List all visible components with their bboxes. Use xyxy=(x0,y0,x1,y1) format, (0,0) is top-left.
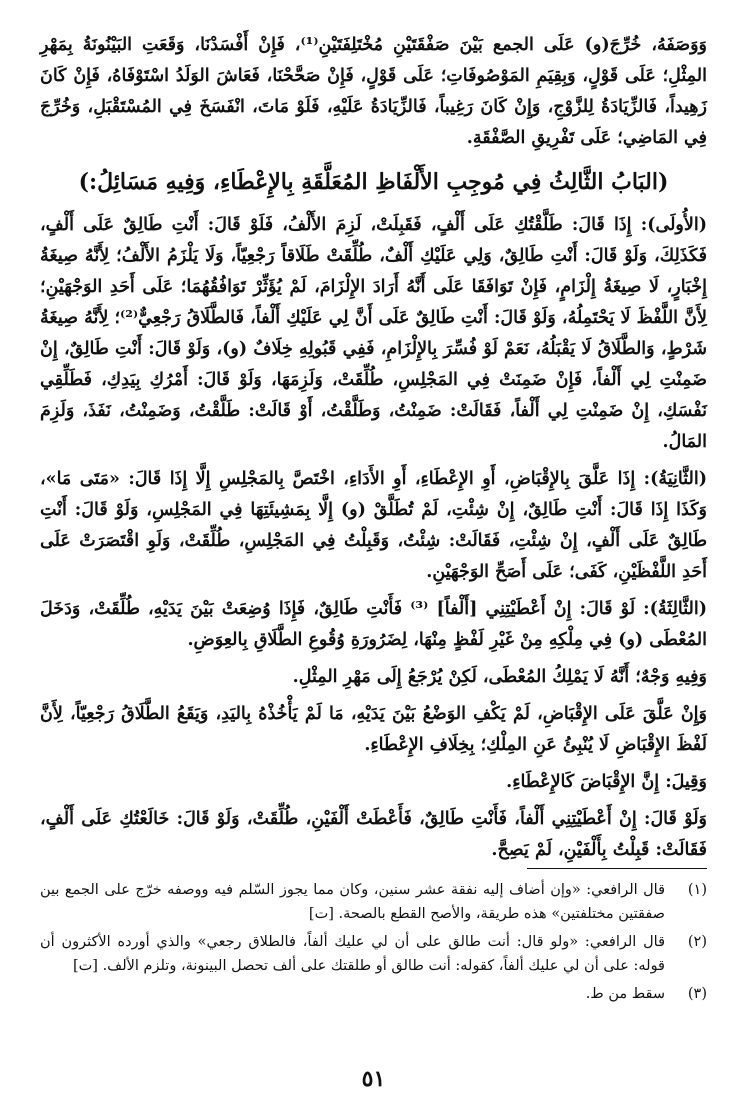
paragraph-alt-view: وَقِيلَ: إِنَّ الإِقْبَاضَ كَالإِعْطَاءِ. xyxy=(506,772,707,792)
chapter-heading: (البَابُ الثَّالِثُ فِي مُوجِبِ الأَلْفَاظِ المُعَلَّقَةِ بِالإِعْطَاءِ، وَفِيهِ مَسَائِلُ:) xyxy=(78,169,669,195)
footnote-item xyxy=(40,982,707,1006)
footnote-text: سقط من ط. xyxy=(585,986,665,1002)
paragraph-continuation: وَوَصَفَهُ، خُرِّجَ(و) عَلَى الجمع بَيْنَ صَفْقَتَيْنِ مُخْتَلِفَتَيْنِ⁽¹⁾، فَإِنْ أَفْسَدْنَا، وَقَعَتِ البَيْنُونَةُ بِمَهْرِ المِثْلِ؛ عَلَى قَوْلٍ، وَبِقِيَمِ المَوْصُوفَاتِ؛ عَلَى قَوْلٍ، فَإِنْ صَحَّحْنَا، فَعَاشَ الوَلَدُ اسْتَوْفَاهُ، فَإِنْ كَانَ زَهِيداً، فَالزِّيَادَةُ لِلزَّوْجِ، وَإِنْ كَانَ رَغِيباً، فَالزِّيَادَةُ عَلَيْهِ، فَلَوْ مَاتَ، انْفَسَخَ فِي المُسْتَقْبَلِ، وَخُرِّجَ فِي المَاضِي؛ عَلَى تَفْرِيقِ الصَّفْقَةِ. xyxy=(40,35,707,148)
paragraph-iqbad: وَإِنْ عَلَّقَ عَلَى الإِقْبَاضِ، لَمْ يَكْفِ الوَضْعُ بَيْنَ يَدَيْهِ، مَا لَمْ يَأْخُذْهُ بِاليَدِ، وَيَقَعُ الطَّلَاقُ رَجْعِيّاً، لِأَنَّ لَفْظَ الإِقْبَاضِ لَا يُنْبِئُ عَنِ المِلْكِ؛ بِخِلَافِ الإِعْطَاءِ. xyxy=(40,704,707,755)
footnote-number: (٣) xyxy=(687,986,707,1002)
paragraph-issue-2: (الثَّانِيَةُ): إِذَا عَلَّقَ بِالإِقْبَاضِ، أَوِ الإِعْطَاءِ، أَوِ الأَدَاءِ، اخْتَصَّ بِالمَجْلِسِ إِلَّا إِذَا قَالَ: «مَتَى مَا»، وَكَذَا إِذَا قَالَ: أَنْتِ طَالِقٌ، إِنْ شِئْتِ، لَمْ تُطَلَّقْ (و) إِلَّا بِمَشِيئَتِهَا فِي المَجْلِسِ، وَلَوْ قَالَ: أَنْتِ طَالِقٌ عَلَى أَلْفٍ، إِنْ شِئْتِ، فَقَالَتْ: شِئْتُ، وَقَبِلْتُ فِي المَجْلِسِ، طُلِّقَتْ، وَلَوِ اقْتَصَرَتْ عَلَى أَحَدِ اللَّفْظَيْنِ، كَفَى؛ عَلَى أَصَحِّ الوَجْهَيْنِ. xyxy=(40,469,707,582)
paragraph-issue-1: (الأُولَى): إِذَا قَالَ: طَلَّقْتُكِ عَلَى أَلْفٍ، فَقَبِلَتْ، لَزِمَ الأَلْفُ، فَلَوْ قَالَ: أَنْتِ طَالِقٌ عَلَى أَلْفٍ، فَكَذَلِكَ، وَلَوْ قَالَ: أَنْتِ طَالِقٌ، وَلِي عَلَيْكِ أَلْفٌ، طُلِّقَتْ طَلَاقاً رَجْعِيّاً، وَلَا يَلْزَمُ الأَلْفُ؛ لِأَنَّهُ صِيغَةُ إِخْبَارٍ، لَا صِيغَةُ إِلْزَامٍ، فَإِنْ تَوَافَقَا عَلَى أَنَّهُ أَرَادَ الإِلْزَامَ، لَمْ يُؤَثِّرْ تَوَافُقُهُمَا؛ عَلَى أَحَدِ الوَجْهَيْنِ؛ لِأَنَّ اللَّفْظَ لَا يَحْتَمِلُهُ، وَلَوْ قَالَ: أَنْتِ طَالِقٌ عَلَى أَنَّ لِي عَلَيْكِ أَلْفاً، فَالطَّلَاقُ رَجْعِيٌّ⁽²⁾؛ لِأَنَّهُ صِيغَةُ شَرْطٍ، وَالطَّلَاقُ لَا يَقْبَلُهُ، نَعَمْ لَوْ فُسِّرَ بِالإِلْزَامِ، فَفِي قَبُولِهِ خِلَافٌ (و)، وَلَوْ قَالَ: أَنْتِ طَالِقٌ، إِنْ ضَمِنْتِ لِي أَلْفاً، فَإِنْ ضَمِنَتْ فِي المَجْلِسِ، طُلِّقَتْ، وَلَزِمَهَا، وَلَوْ قَالَ: أَمْرُكِ بِيَدِكِ، فَطَلِّقِي نَفْسَكِ، إِنْ ضَمِنْتِ لِي أَلْفاً، فَقَالَتْ: ضَمِنْتُ، وَطَلَّقْتُ، أَوْ قَالَتْ: طَلَّقْتُ، وَضَمِنْتُ، نَفَذَ، وَلَزِمَ المَالُ. xyxy=(40,215,707,452)
paragraph-opinion: وَفِيهِ وَجْهٌ؛ أَنَّهُ لَا يَمْلِكُ المُعْطَى، لَكِنْ يُرْجَعُ إِلَى مَهْرِ المِثْلِ. xyxy=(292,667,707,687)
footnote-text: قال الرافعي: «ولو قال: أنت طالق على أن لي عليك ألفاً، فالطلاق رجعي» والذي أورده الأكثرون أن قوله: على أن لي عليك ألفاً، كقوله: أنت طالق أو طلقتك على ألف تحصل البينونة، وتلزم الألف. [ت] xyxy=(40,934,665,974)
paragraph-issue-3: (الثَّالِثَةُ): لَوْ قَالَ: إِنْ أَعْطَيْتِنِي [أَلْفاً] ⁽³⁾ فَأَنْتِ طَالِقٌ، فَإِذَا وُضِعَتْ بَيْنَ يَدَيْهِ، طُلِّقَتْ، وَدَخَلَ المُعْطَى (و) فِي مِلْكِهِ مِنْ غَيْرِ لَفْظٍ مِنْهَا، لِضَرُورَةِ وُقُوعِ الطَّلَاقِ بِالعِوَضِ. xyxy=(40,599,707,650)
footnote-text: قال الرافعي: «وإن أضاف إليه نفقة عشر سنين، وكان مما يجوز السّلم فيه ووصفه خرّج على الجمع بين صفقتين مختلفتين» هذه طريقة، والأصح القطع بالصحة. [ت] xyxy=(40,882,665,922)
footnote-number: (١) xyxy=(687,882,707,898)
page-body xyxy=(40,30,707,1092)
page-number: ٥١ xyxy=(361,1066,386,1092)
paragraph-two-thousand: وَلَوْ قَالَ: إِنْ أَعْطَيْتِنِي أَلْفاً، فَأَنْتِ طَالِقٌ، فَأَعْطَتْ أَلْفَيْنِ، طُلِّقَتْ، وَلَوْ قَالَ: خَالَعْتُكِ عَلَى أَلْفٍ، فَقَالَتْ: قَبِلْتُ بِأَلْفَيْنِ، لَمْ يَصِحَّ. xyxy=(40,809,707,860)
footnote-item xyxy=(40,930,707,978)
footnote-item xyxy=(40,878,707,926)
footnote-number: (٢) xyxy=(687,934,707,950)
footnote-divider xyxy=(527,868,707,869)
footnotes xyxy=(40,878,707,1010)
